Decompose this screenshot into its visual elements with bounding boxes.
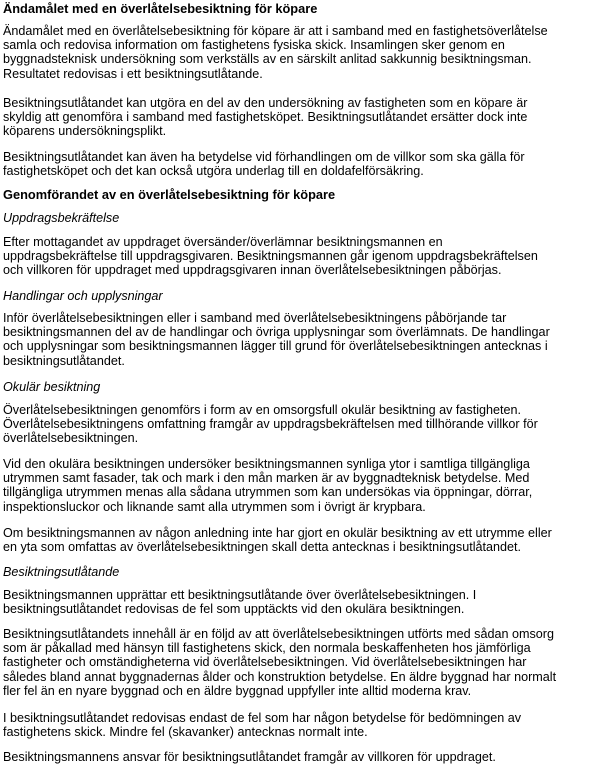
paragraph-report [3, 588, 585, 616]
subheading-inspection-report: Besiktningsutlåtande [3, 565, 120, 579]
paragraph-line: I besiktningsutlåtandet redovisas endast de fel som har någon betydelse för bedömningen av [3, 711, 522, 725]
paragraph-line: överlåtelsebesiktningen. [3, 431, 139, 446]
paragraph-report-content [3, 627, 585, 698]
paragraph-documents [3, 311, 585, 368]
subheading-visual-inspection: Okulär besiktning [3, 380, 101, 394]
paragraph-line: utrymmen samt fasader, tak och mark i den mån marken är av byggnadteknisk betydelse. Med [3, 471, 530, 486]
paragraph-line: samla och redovisa information om fastighetens fysiska skick. Insamlingen sker genom en [3, 38, 505, 53]
paragraph-line: Ändamålet med en överlåtelsebesiktning för köpare är att i samband med en fastighetsöverlåtelse [3, 24, 548, 38]
paragraph-line: fler fel än en nyare byggnad och en äldre byggnad uppfyller inte alltid moderna krav. [3, 683, 472, 698]
paragraph-line: skyldig att genomföra i samband med fastighetsköpet. Besiktningsutlåtandet ersätter dock inte [3, 110, 528, 125]
paragraph-report-faults [3, 711, 585, 739]
paragraph-line: fastigheter och omständigheterna vid överlåtelsebesiktningen. Vid överlåtelsebesiktningen har [3, 655, 527, 670]
paragraph-line: således bland annat byggnadernas ålder och konstruktion betydelse. En äldre byggnad har normalt [3, 669, 557, 684]
paragraph-line: och upplysningar som besiktningsmannen lägger till grund för överlåtelsebesiktningen antecknas i [3, 339, 548, 354]
paragraph-inspection-scope [3, 403, 585, 446]
paragraph-line: Överlåtelsebesiktningens omfattning framgår av uppdragsbekräftelsen med tillhörande villkor för [3, 417, 538, 432]
paragraph-line: tillgängliga utrymmen menas alla sådana utrymmen som kan undersökas via öppningar, dörrar, [3, 485, 533, 500]
paragraph-line: Besiktningsutlåtandet kan utgöra en del av den undersökning av fastigheten som en köpare är [3, 96, 528, 110]
paragraph-line: fastighetens skick. Mindre fel (skavanker) antecknas normalt inte. [3, 725, 368, 740]
paragraph-line: Vid den okulära besiktningen undersöker besiktningsmannen synliga ytor i samtliga tillgängliga [3, 457, 530, 471]
paragraph-line: besiktningsutlåtandet. [3, 353, 125, 368]
paragraph-line: som är påkallad med hänsyn till fastighetens skick, den normala beskaffenheten hos jämförliga [3, 641, 531, 656]
paragraph-line: byggnadsteknisk undersökning som verkställs av en särskilt anlitad sakkunnig besiktningsman. [3, 52, 532, 67]
subheading-assignment-confirmation: Uppdragsbekräftelse [3, 211, 120, 225]
paragraph-line: Efter mottagandet av uppdraget översänder/överlämnar besiktningsmannen en [3, 235, 443, 249]
paragraph-line: Besiktningsutlåtandets innehåll är en följd av att överlåtelsebesiktningen utförts med sådan omsorg [3, 627, 554, 641]
paragraph-line: besiktningsutlåtandet redovisas de fel som upptäckts vid den okulära besiktningen. [3, 602, 465, 617]
paragraph-examination-duty [3, 96, 585, 139]
paragraph-line: Besiktningsutlåtandet kan även ha betydelse vid förhandlingen om de villkor som ska gälla för [3, 150, 525, 164]
paragraph-assignment-confirmation [3, 235, 585, 278]
heading-purpose: Ändamålet med en överlåtelsebesiktning för köpare [3, 1, 318, 16]
paragraph-liability [3, 750, 585, 764]
paragraph-line: Om besiktningsmannen av någon anledning inte har gjort en okulär besiktning av ett utrymme eller [3, 526, 552, 540]
subheading-documents: Handlingar och upplysningar [3, 289, 163, 303]
paragraph-line: Överlåtelsebesiktningen genomförs i form av en omsorgsfull okulär besiktning av fastigheten. [3, 403, 522, 417]
paragraph-uninspected [3, 526, 585, 554]
heading-execution: Genomförandet av en överlåtelsebesiktning för köpare [3, 187, 336, 202]
paragraph-inspection-areas [3, 457, 585, 514]
paragraph-line: Resultatet redovisas i ett besiktningsutlåtande. [3, 66, 263, 81]
paragraph-line: och villkoren för uppdraget med uppdragsgivaren innan överlåtelsebesiktningen påbörjas. [3, 263, 502, 278]
paragraph-line: Besiktningsmannen upprättar ett besiktningsutlåtande över överlåtelsebesiktningen. I [3, 588, 477, 602]
paragraph-line: inspektionsluckor och liknande samt alla utrymmen som i övrigt är krypbara. [3, 499, 426, 514]
paragraph-line: en yta som omfattas av överlåtelsebesiktningen skall detta antecknas i besiktningsutlåtandet. [3, 540, 522, 555]
paragraph-line: köparens undersökningsplikt. [3, 124, 167, 139]
paragraph-negotiation [3, 150, 585, 178]
paragraph-purpose [3, 24, 585, 81]
paragraph-line: Besiktningsmannens ansvar för besiktningsutlåtandet framgår av villkoren för uppdraget. [3, 750, 496, 764]
paragraph-line: uppdragsbekräftelse till uppdragsgivaren. Besiktningsmannen går igenom uppdragsbekräftelsen [3, 249, 538, 264]
paragraph-line: fastighetsköpet och det kan också utgöra underlag till en doldafelförsäkring. [3, 164, 424, 179]
paragraph-line: besiktningsmannen del av de handlingar och övriga upplysningar som överlämnats. De handlingar [3, 325, 550, 340]
paragraph-line: Inför överlåtelsebesiktningen eller i samband med överlåtelsebesiktningens påbörjande tar [3, 311, 507, 325]
